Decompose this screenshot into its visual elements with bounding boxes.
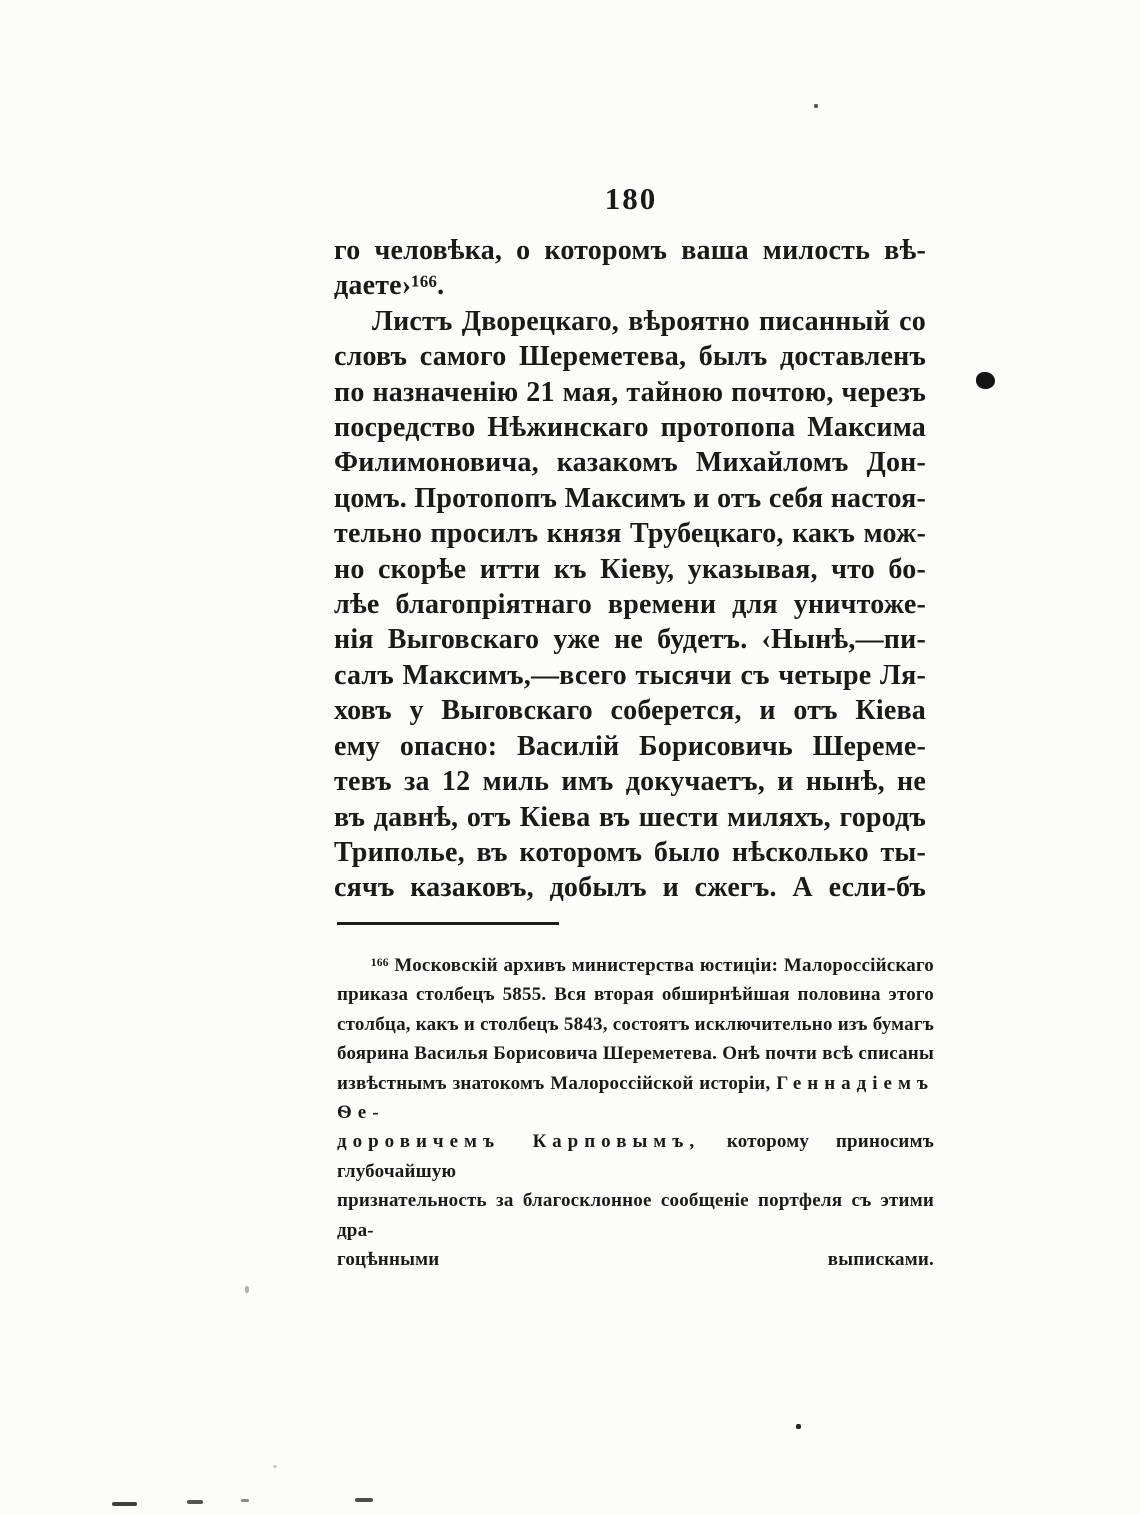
text-line: салъ Максимъ,—всего тысячи съ четыре Ля-: [334, 659, 926, 691]
footnote-text: которому приносимъ глубочайшую: [337, 1131, 934, 1182]
footnote-spaced-name: доровичемъ Карповымъ,: [337, 1131, 701, 1153]
text-line: посредство Нѣжинскаго протопопа Максима: [334, 412, 926, 444]
footnote-text: гоцѣнными выписками.: [337, 1249, 934, 1271]
ink-blot: [976, 372, 995, 389]
text-line: даете›¹⁶⁶.: [334, 270, 445, 302]
text-line: Триполье, въ которомъ было нѣсколько ты-: [334, 836, 926, 868]
speck: [814, 104, 818, 108]
page-number: 180: [604, 181, 658, 216]
text-line: сячъ казаковъ, добылъ и сжегъ. А если-бъ: [334, 872, 926, 904]
footnote-line: [337, 980, 934, 1009]
text-line: лѣе благопріятнаго времени для уничтоже-: [334, 589, 926, 621]
footnote-separator: [337, 922, 559, 925]
footnote-text: ¹⁶⁶ Московскій архивъ министерства юстиціи: Малороссійскаго: [371, 955, 934, 976]
text-line: словъ самого Шереметева, былъ доставленъ: [334, 341, 926, 373]
footnote-spaced-name: Геннадіемъ Ѳе-: [337, 1072, 934, 1124]
text-line: цомъ. Протопопъ Максимъ и отъ себя настоя-: [334, 482, 926, 514]
footnote-line: [337, 1039, 934, 1068]
text-line: ему опасно: Василій Борисовичь Шереме-: [334, 730, 926, 762]
text-line: тельно просилъ князя Трубецкаго, какъ мож-: [334, 518, 926, 550]
footnote-text: столбца, какъ и столбецъ 5843, состоятъ исключительно изъ бумагъ: [337, 1013, 934, 1035]
speck-faint: [273, 1465, 277, 1468]
text-line: ховъ у Выговскаго соберется, и отъ Кіева: [334, 695, 926, 727]
edge-dash: [112, 1502, 137, 1506]
edge-dash: [187, 1500, 203, 1504]
footnote-text: боярина Василья Борисовича Шереметева. Онѣ почти всѣ списаны: [337, 1043, 934, 1065]
footnote-line: [337, 1245, 934, 1274]
footnote-text: приказа столбецъ 5855. Вся вторая обширнѣйшая половина этого: [337, 984, 934, 1006]
text-line: но скорѣе итти къ Кіеву, указывая, что бо-: [334, 553, 926, 585]
text-line: по назначенію 21 мая, тайною почтою, черезъ: [334, 376, 926, 408]
text-line: нія Выговскаго уже не будетъ. ‹Нынѣ,—пи-: [334, 624, 926, 656]
speck: [796, 1424, 801, 1429]
footnote-line: [337, 1186, 934, 1245]
footnote-text: извѣстнымъ знатокомъ Малороссійской исторіи,: [337, 1072, 777, 1094]
speck-faint: [245, 1286, 249, 1293]
footnote-line: [337, 1127, 934, 1186]
text-line: Листъ Дворецкаго, вѣроятно писанный со: [372, 305, 926, 337]
footnote-text: признательность за благосклонное сообщеніе портфеля съ этими дра-: [337, 1190, 934, 1241]
footnote-line: [337, 1069, 934, 1128]
text-line: тевъ за 12 миль имъ докучаетъ, и нынѣ, не: [334, 766, 926, 798]
main-text-block: [334, 233, 926, 906]
footnote-block: [337, 951, 934, 1274]
text-line: Филимоновича, казакомъ Михайломъ Дон-: [334, 447, 926, 479]
edge-dash: [355, 1498, 373, 1502]
footnote-line: [337, 1010, 934, 1039]
text-line: въ давнѣ, отъ Кіева въ шести миляхъ, городъ: [334, 801, 926, 833]
footnote-line: [337, 951, 934, 980]
text-line: го человѣка, о которомъ ваша милость вѣ-: [334, 235, 926, 266]
edge-dash: [241, 1499, 249, 1502]
